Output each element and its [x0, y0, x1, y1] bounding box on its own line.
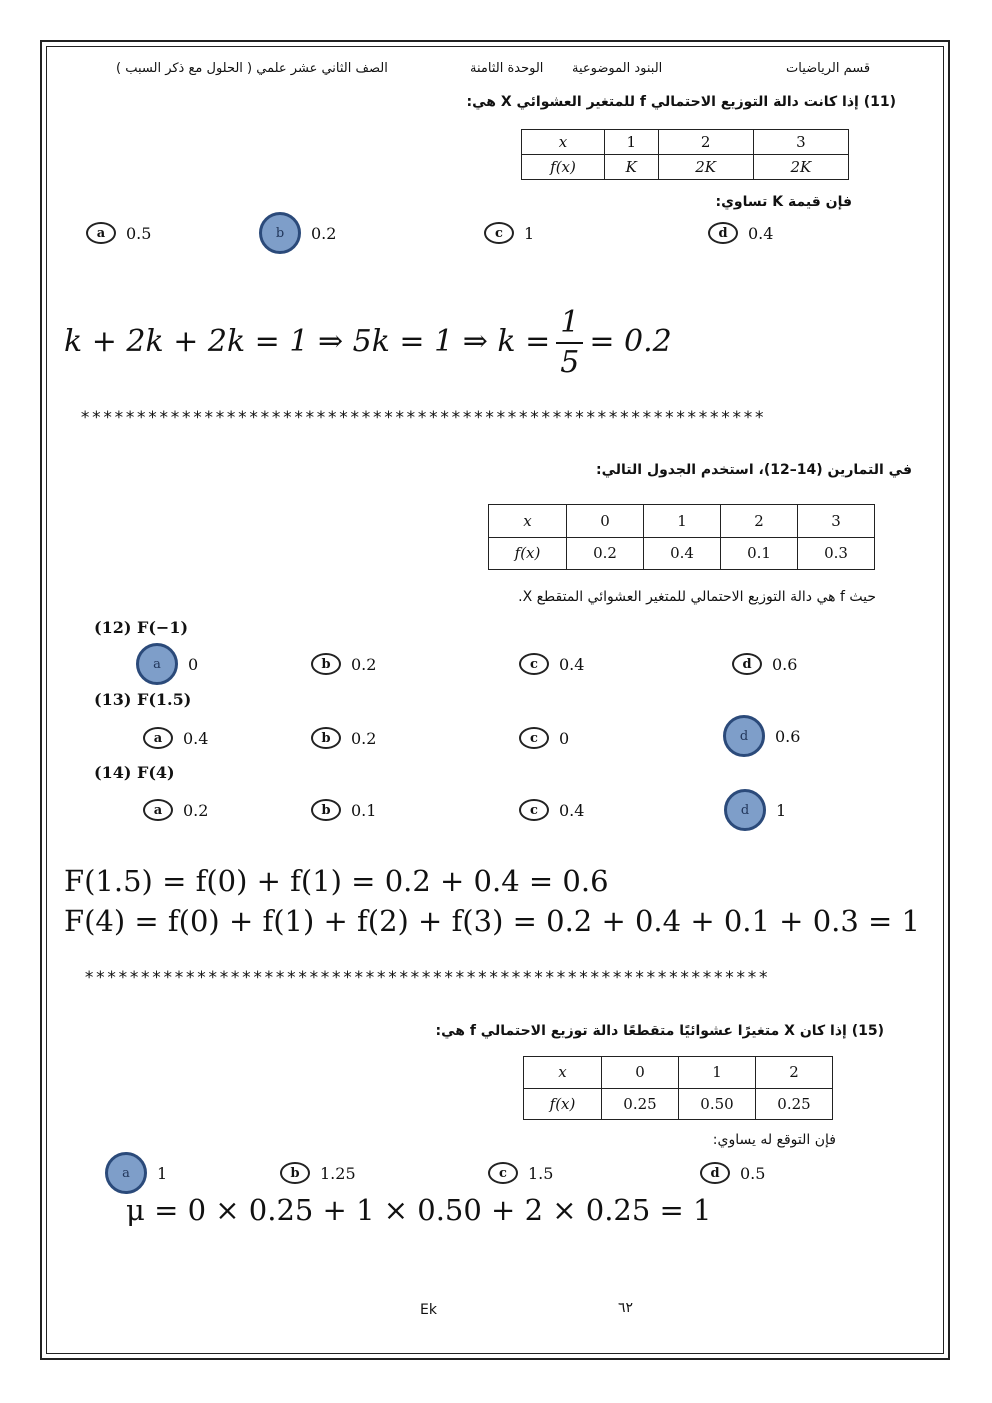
- fraction-denominator: 5: [560, 345, 580, 380]
- q11-table: [521, 129, 849, 180]
- q13-option-a[interactable]: [143, 727, 208, 749]
- q12-14-solution-2: F(4) = f(0) + f(1) + f(2) + f(3) = 0.2 + 0.4 + 0.1 + 0.3 = 1: [64, 904, 920, 938]
- option-value: 0.5: [126, 223, 152, 243]
- q15-option-d[interactable]: [700, 1162, 765, 1184]
- q12-14-table-x-cell: 2: [721, 505, 798, 538]
- q11-text: (11) إذا كانت دالة التوزيع الاحتمالي f للمتغير العشوائي X هي:: [466, 94, 896, 110]
- q12-14-table-x-cell: 0: [567, 505, 644, 538]
- q11-table-x-header: x: [522, 130, 605, 155]
- option-value: 0.2: [311, 223, 337, 243]
- q12-option-a[interactable]: [136, 643, 198, 685]
- option-label-a: a: [143, 799, 173, 821]
- q15-table-x-cell: 0: [602, 1057, 679, 1089]
- option-label-a-selected: a: [136, 643, 178, 685]
- option-label-d: d: [732, 653, 762, 675]
- q11-table-x-cell: 2: [658, 130, 753, 155]
- q12-option-c[interactable]: [519, 653, 584, 675]
- q15-text: (15) إذا كان X متغيرًا عشوائيًا متقطعًا دالة توزيع الاحتمالي f هي:: [435, 1023, 884, 1039]
- option-value: 0.6: [775, 726, 801, 746]
- q11-solution: [64, 305, 672, 380]
- separator-stars: *************************************************************: [80, 408, 766, 428]
- q12-14-table-x-cell: 1: [644, 505, 721, 538]
- q11-table-fx-header: f(x): [522, 155, 605, 180]
- header-grade: الصف الثاني عشر علمي ( الحلول مع ذكر السبب ): [116, 61, 388, 76]
- q11-option-b[interactable]: [259, 212, 336, 254]
- option-value: 1: [524, 223, 535, 243]
- q12-label: (12) F(−1): [94, 618, 189, 637]
- q14-option-b[interactable]: [311, 799, 376, 821]
- header-section: البنود الموضوعية: [572, 61, 663, 76]
- q11-table-fx-cell: 2K: [753, 155, 848, 180]
- option-value: 0.2: [351, 654, 377, 674]
- q11-option-d[interactable]: [708, 222, 773, 244]
- option-value: 0.5: [740, 1163, 766, 1183]
- q15-table-x-cell: 2: [756, 1057, 833, 1089]
- q15-table-x-header: x: [524, 1057, 602, 1089]
- option-label-a: a: [143, 727, 173, 749]
- option-value: 0.4: [559, 800, 585, 820]
- q15-table-fx-cell: 0.50: [679, 1088, 756, 1120]
- option-label-b-selected: b: [259, 212, 301, 254]
- option-label-c: c: [519, 799, 549, 821]
- q15-solution: μ = 0 × 0.25 + 1 × 0.50 + 2 × 0.25 = 1: [126, 1193, 712, 1227]
- option-value: 0.1: [351, 800, 377, 820]
- q12-14-table-fx-cell: 0.2: [567, 537, 644, 570]
- q12-14-solution-1: F(1.5) = f(0) + f(1) = 0.2 + 0.4 = 0.6: [64, 864, 609, 898]
- q13-label: (13) F(1.5): [94, 690, 192, 709]
- q15-question: فإن التوقع له يساوي:: [712, 1132, 836, 1148]
- header-department: قسم الرياضيات: [786, 61, 871, 76]
- q12-option-b[interactable]: [311, 653, 376, 675]
- q12-14-table-fx-header: f(x): [489, 537, 567, 570]
- q15-table-fx-cell: 0.25: [602, 1088, 679, 1120]
- option-label-a: a: [86, 222, 116, 244]
- q12-14-table-x-header: x: [489, 505, 567, 538]
- option-value: 1: [157, 1163, 168, 1183]
- option-label-d-selected: d: [723, 715, 765, 757]
- q11-table-fx-cell: 2K: [658, 155, 753, 180]
- q14-option-c[interactable]: [519, 799, 584, 821]
- option-label-d: d: [700, 1162, 730, 1184]
- q11-option-c[interactable]: [484, 222, 534, 244]
- option-value: 1: [776, 800, 787, 820]
- option-label-d: d: [708, 222, 738, 244]
- option-label-c: c: [484, 222, 514, 244]
- q14-option-a[interactable]: [143, 799, 208, 821]
- q15-option-c[interactable]: [488, 1162, 553, 1184]
- q13-option-b[interactable]: [311, 727, 376, 749]
- q15-option-a[interactable]: [105, 1152, 167, 1194]
- q11-table-x-cell: 1: [605, 130, 659, 155]
- option-label-b: b: [311, 653, 341, 675]
- option-value: 0.4: [183, 728, 209, 748]
- footer-author: Ek: [420, 1302, 437, 1318]
- q11-question: فإن قيمة K تساوي:: [715, 194, 852, 210]
- q15-table-x-cell: 1: [679, 1057, 756, 1089]
- option-value: 0.4: [748, 223, 774, 243]
- q11-option-a[interactable]: [86, 222, 151, 244]
- q12-14-table-fx-cell: 0.1: [721, 537, 798, 570]
- option-value: 0.2: [183, 800, 209, 820]
- option-label-d-selected: d: [724, 789, 766, 831]
- option-label-a-selected: a: [105, 1152, 147, 1194]
- option-label-b: b: [280, 1162, 310, 1184]
- option-value: 0.6: [772, 654, 798, 674]
- q12-14-table-fx-cell: 0.4: [644, 537, 721, 570]
- q11-solution-fraction: [556, 305, 583, 380]
- q11-table-fx-cell: K: [605, 155, 659, 180]
- q15-table-fx-cell: 0.25: [756, 1088, 833, 1120]
- q11-table-x-cell: 3: [753, 130, 848, 155]
- q13-option-c[interactable]: [519, 727, 569, 749]
- fraction-numerator: 1: [556, 308, 583, 344]
- q12-option-d[interactable]: [732, 653, 797, 675]
- separator-stars: *************************************************************: [84, 968, 770, 988]
- option-label-c: c: [519, 653, 549, 675]
- q14-label: (14) F(4): [94, 763, 175, 782]
- option-value: 1.25: [320, 1163, 356, 1183]
- q12-14-note: حيث f هي دالة التوزيع الاحتمالي للمتغير العشوائي المتقطع X.: [518, 589, 876, 605]
- option-value: 0: [559, 728, 570, 748]
- q12-14-intro: في التمارين (14–12)، استخدم الجدول التالي:: [596, 462, 912, 478]
- q11-solution-right: = 0.2: [589, 324, 672, 359]
- option-label-b: b: [311, 799, 341, 821]
- footer-page-number: ٦٢: [618, 1300, 634, 1316]
- option-value: 0.2: [351, 728, 377, 748]
- q12-14-table-x-cell: 3: [798, 505, 875, 538]
- q15-table-fx-header: f(x): [524, 1088, 602, 1120]
- q12-14-table-fx-cell: 0.3: [798, 537, 875, 570]
- q13-option-d[interactable]: [723, 715, 800, 757]
- q15-option-b[interactable]: [280, 1162, 356, 1184]
- option-value: 1.5: [528, 1163, 554, 1183]
- option-label-c: c: [488, 1162, 518, 1184]
- q15-table: [523, 1056, 833, 1120]
- option-value: 0.4: [559, 654, 585, 674]
- header-unit: الوحدة الثامنة: [470, 61, 544, 76]
- q14-option-d[interactable]: [724, 789, 786, 831]
- option-label-b: b: [311, 727, 341, 749]
- option-label-c: c: [519, 727, 549, 749]
- q12-14-table: [488, 504, 875, 570]
- q11-solution-left: k + 2k + 2k = 1 ⇒ 5k = 1 ⇒ k =: [64, 324, 551, 359]
- option-value: 0: [188, 654, 199, 674]
